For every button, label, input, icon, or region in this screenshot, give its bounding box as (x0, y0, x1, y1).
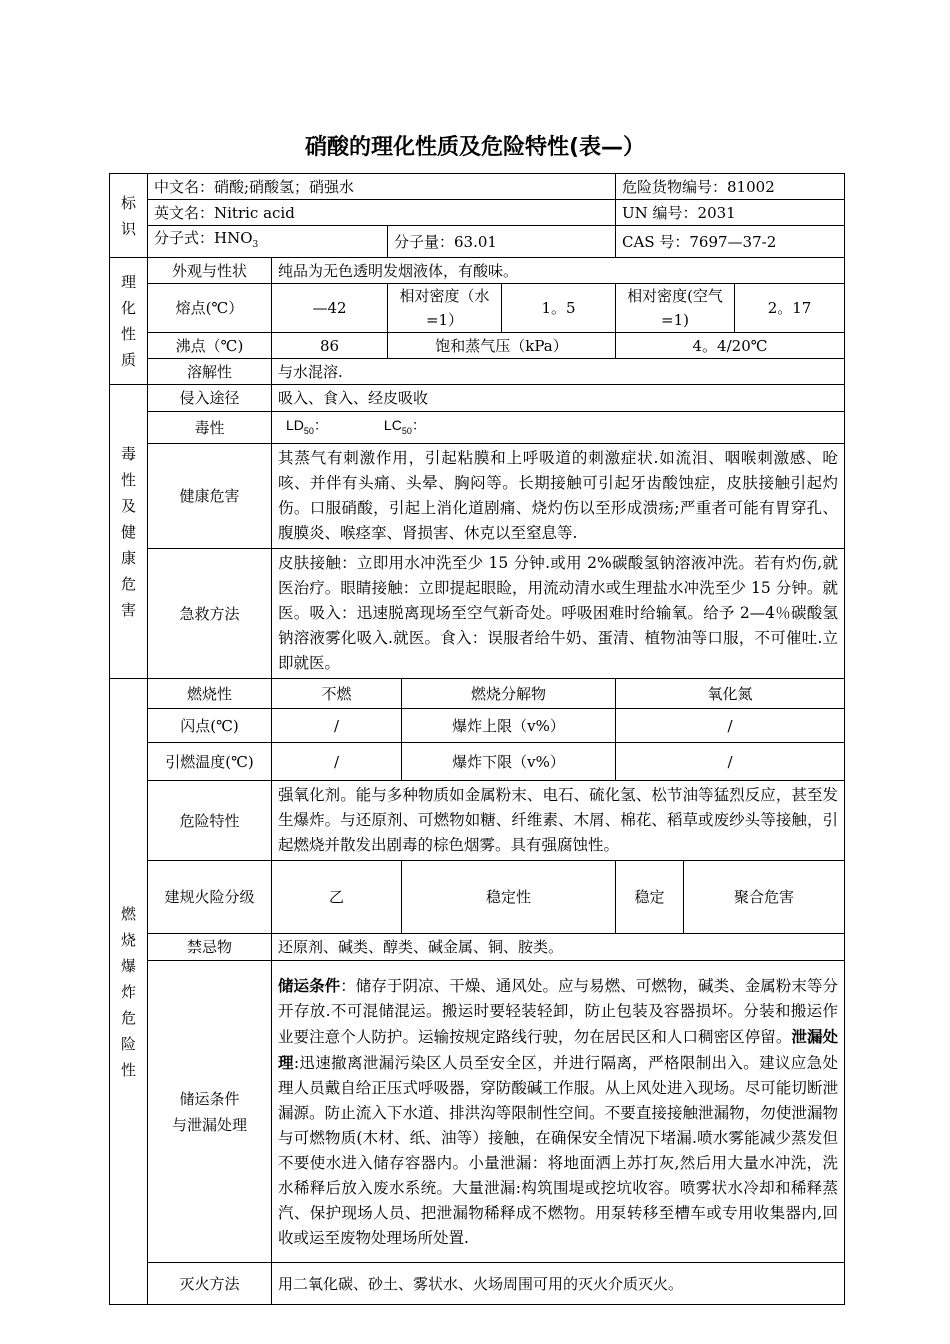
leak-text: :迅速撤离泄漏污染区人员至安全区，并进行隔离，严格限制出入。建议应急处理人员戴自给正压式呼吸器，穿防酸碱工作服。从上风处进入现场。尽可能切断泄漏源。防止流入下水道、排洪沟等限制性空间。不要直接接触泄漏物，勿使泄漏物与可燃物质(木材、纸、油等）接触，在确保安全情况下堵漏.喷水雾能减少蒸发但不要使水进入储存容器内。小量泄漏：将地面洒上苏打灰,然后用大量水冲洗，洗水稀释后放入废水系统。大量泄漏:构筑围堤或挖坑收容。喷雾状水冷却和稀释蒸汽、保护现场人员、把泄漏物稀释成不燃物。用泵转移至槽车或专用收集器内,回收或运至废物处理场所处置. (278, 1053, 839, 1247)
polymerization-label: 聚合危害 (684, 861, 845, 934)
fire-row-extinguish (110, 1263, 845, 1305)
hazard-label: 危险特性 (148, 781, 272, 861)
hazard-value: 强氧化剂。能与多种物质如金属粉末、电石、硫化氢、松节油等猛烈反应，甚至发生爆炸。与还原剂、可燃物如糖、纤维素、木屑、棉花、稻草或废纱头等接触，引起燃烧并散发出剧毒的棕色烟雾。具有强腐蚀性。 (272, 781, 845, 861)
rel-density-water-label: 相对密度（水=1） (388, 284, 502, 333)
appearance-value: 纯品为无色透明发烟液体，有酸味。 (272, 258, 845, 284)
ignition-label: 引燃温度(℃) (148, 743, 272, 781)
storage-label (148, 961, 272, 1263)
toxicity-label: 毒性 (148, 412, 272, 444)
solubility-label: 溶解性 (148, 359, 272, 385)
section-fire: 燃 烧 爆 炸 危 险 性 (110, 679, 148, 1305)
melting-value: —42 (272, 284, 388, 333)
properties-table (109, 173, 845, 1305)
tox-row-health (110, 444, 845, 549)
cas-no: CAS 号：7697—37-2 (616, 226, 845, 258)
ld50-label: LD (286, 416, 304, 433)
fire-row-flammability (110, 679, 845, 709)
fire-row-incompatible (110, 934, 845, 961)
phys-row-solubility (110, 359, 845, 385)
formula (148, 226, 388, 258)
tox-row-toxicity (110, 412, 845, 444)
incompatible-label: 禁忌物 (148, 934, 272, 961)
properties-table-wrap (109, 173, 842, 1293)
stability-label: 稳定性 (402, 861, 616, 934)
storage-value (272, 961, 845, 1263)
lc50-colon: ： (411, 416, 426, 433)
vapor-pressure-label: 饱和蒸气压（kPa） (388, 333, 616, 359)
fire-row-ignition (110, 743, 845, 781)
phys-row-boiling (110, 333, 845, 359)
storage-label-line1: 储运条件 (179, 1089, 240, 1108)
lower-limit-label: 爆炸下限（v%） (402, 743, 616, 781)
id-row-3 (110, 226, 845, 258)
tox-row-route (110, 385, 845, 412)
id-row-1 (110, 174, 845, 200)
storage-text: ：储存于阴凉、干燥、通风处。应与易燃、可燃物，碱类、金属粉末等分开存放.不可混储混运。搬运时要轻装轻卸，防止包装及容器损坏。分装和搬运作业要注意个人防护。运输按规定路线行驶，勿在居民区和人口稠密区停留。 (278, 976, 839, 1046)
route-label: 侵入途径 (148, 385, 272, 412)
page-title: 硝酸的理化性质及危险特性(表—） (304, 135, 646, 160)
boiling-label: 沸点（℃) (148, 333, 272, 359)
formula-subscript: 3 (252, 240, 259, 250)
health-label: 健康危害 (148, 444, 272, 549)
fire-row-storage (110, 961, 845, 1263)
ld50-sub: 50 (303, 425, 314, 436)
phys-row-appearance (110, 258, 845, 284)
flammability-label: 燃烧性 (148, 679, 272, 709)
phys-row-melting (110, 284, 845, 333)
storage-label-line2: 与泄漏处理 (171, 1115, 247, 1134)
combustion-products-label: 燃烧分解物 (402, 679, 616, 709)
fire-class-value: 乙 (272, 861, 402, 934)
ignition-value: / (272, 743, 402, 781)
incompatible-value: 还原剂、碱类、醇类、碱金属、铜、胺类。 (272, 934, 845, 961)
firstaid-value: 皮肤接触：立即用水冲洗至少 15 分钟.或用 2%碳酸氢钠溶液冲洗。若有灼伤,就医治疗。眼睛接触：立即提起眼睑，用流动清水或生理盐水冲洗至少 15 分钟。就医。吸入：迅速脱离现场至空气新奇处。呼吸困难时给输氧。给予 2—4％碳酸氢钠溶液雾化吸入.就医。食入：误服者给牛奶、蛋清、植物油等口服，不可催吐.立即就医。 (272, 549, 845, 679)
melting-label: 熔点(℃） (148, 284, 272, 333)
solubility-value: 与水混溶. (272, 359, 845, 385)
rel-density-air-value: 2。17 (735, 284, 845, 333)
section-identification: 标 识 (110, 174, 148, 258)
en-name: 英文名：Nitric acid (148, 200, 616, 226)
section-physchem: 理 化 性 质 (110, 258, 148, 385)
upper-limit-value: / (616, 709, 845, 743)
leak-title: 泄漏处理 (278, 1026, 839, 1072)
dangerous-goods-no: 危险货物编号：81002 (616, 174, 845, 200)
flash-point-value: / (272, 709, 402, 743)
flammability-value: 不燃 (272, 679, 402, 709)
formula-text: 分子式：HNO (154, 229, 253, 247)
health-value: 其蒸气有刺激作用，引起粘膜和上呼吸道的刺激症状.如流泪、咽喉刺激感、呛咳、并伴有头痛、头晕、胸闷等。长期接触可引起牙齿酸蚀症，皮肤接触引起灼伤。口服硝酸，引起上消化道剧痛、烧灼伤以至形成溃疡;严重者可能有胃穿孔、腹膜炎、喉痉挛、肾损害、休克以至窒息等. (272, 444, 845, 549)
toxicity-value (272, 412, 845, 444)
firstaid-label: 急救方法 (148, 549, 272, 679)
boiling-value: 86 (272, 333, 388, 359)
ld50-colon: ： (313, 416, 328, 433)
lower-limit-value: / (616, 743, 845, 781)
combustion-products-value: 氧化氮 (616, 679, 845, 709)
lc50-label: LC (383, 416, 402, 433)
flash-point-label: 闪点(℃) (148, 709, 272, 743)
route-value: 吸入、食入、经皮吸收 (272, 385, 845, 412)
tox-row-firstaid (110, 549, 845, 679)
fire-row-hazard (110, 781, 845, 861)
fire-class-label: 建规火险分级 (148, 861, 272, 934)
id-row-2 (110, 200, 845, 226)
appearance-label: 外观与性状 (148, 258, 272, 284)
section-toxicity: 毒 性 及 健 康 危 害 (110, 385, 148, 679)
un-no: UN 编号：2031 (616, 200, 845, 226)
rel-density-water-value: 1。5 (502, 284, 616, 333)
lc50-sub: 50 (401, 425, 412, 436)
extinguish-value: 用二氧化碳、砂土、雾状水、火场周围可用的灭火介质灭火。 (272, 1263, 845, 1305)
cn-name: 中文名：硝酸;硝酸氢；硝强水 (148, 174, 616, 200)
mol-weight: 分子量：63.01 (388, 226, 616, 258)
fire-row-class (110, 861, 845, 934)
upper-limit-label: 爆炸上限（v%） (402, 709, 616, 743)
extinguish-label: 灭火方法 (148, 1263, 272, 1305)
storage-title: 储运条件 (278, 975, 341, 995)
fire-row-flash (110, 709, 845, 743)
stability-value: 稳定 (616, 861, 684, 934)
vapor-pressure-value: 4。4/20℃ (616, 333, 845, 359)
rel-density-air-label: 相对密度(空气=1) (616, 284, 735, 333)
